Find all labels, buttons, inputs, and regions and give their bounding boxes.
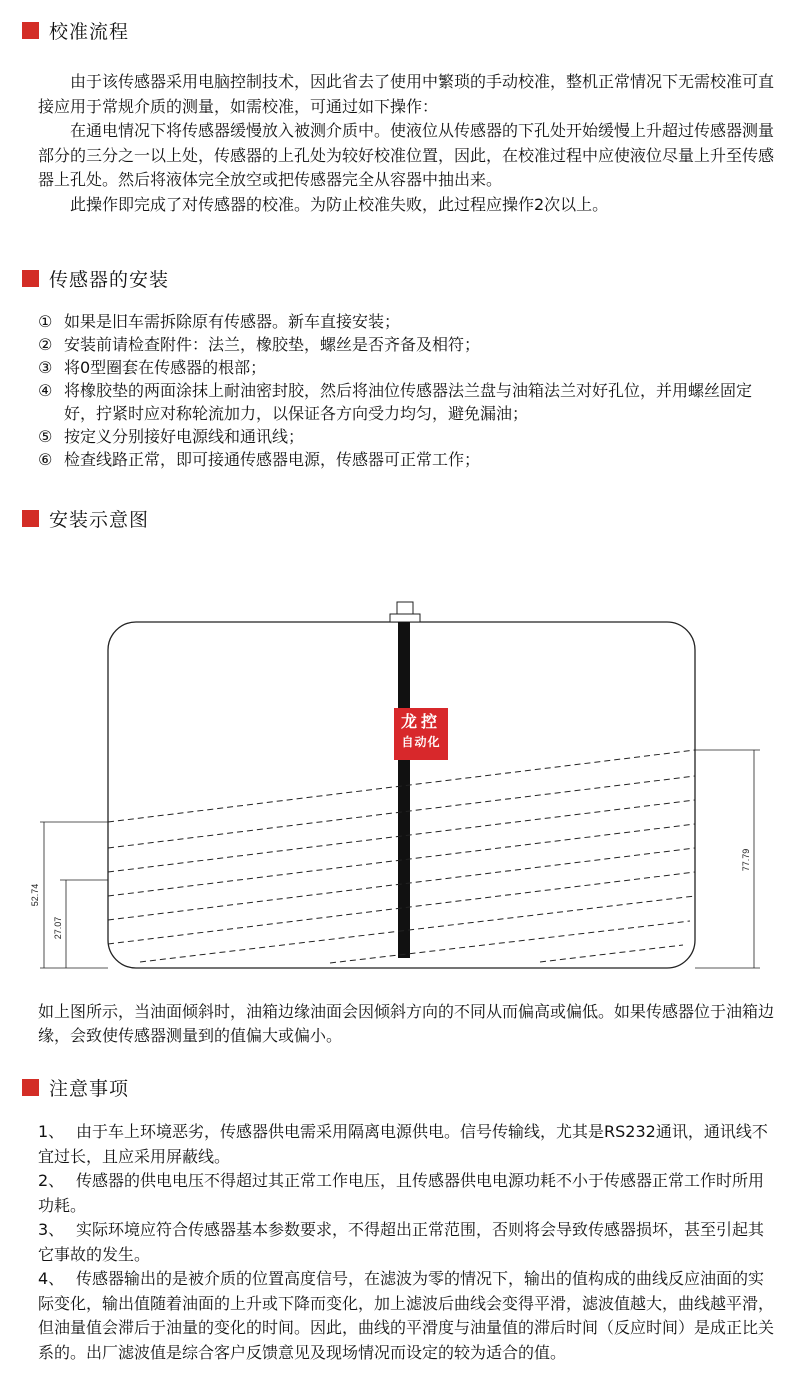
note-number: 1、	[38, 1122, 65, 1141]
section-title: 安装示意图	[49, 509, 150, 531]
logo-line-2: 自动化	[401, 735, 441, 749]
red-square-icon	[22, 270, 39, 287]
red-square-icon	[22, 510, 39, 527]
list-item	[38, 448, 778, 471]
dimension-label-left-inner: 27.07	[53, 916, 63, 940]
brand-watermark-logo	[394, 708, 448, 760]
section-title: 传感器的安装	[49, 269, 170, 291]
section-header-calibration	[22, 17, 129, 44]
list-item	[38, 310, 778, 333]
logo-line-1: 龙控	[400, 712, 441, 731]
step-text: 按定义分别接好电源线和通讯线；	[64, 427, 305, 446]
note-text: 实际环境应符合传感器基本参数要求，不得超出正常范围，否则将会导致传感器损坏，甚至引起其它事故的发生。	[38, 1220, 765, 1264]
note-number: 3、	[38, 1220, 65, 1239]
list-item	[38, 1169, 776, 1218]
section-header-installation	[22, 265, 169, 292]
red-square-icon	[22, 1079, 39, 1096]
note-number: 2、	[38, 1171, 65, 1190]
red-square-icon	[22, 22, 39, 39]
step-number: ①	[38, 312, 53, 331]
list-item	[38, 1267, 776, 1365]
step-number: ②	[38, 335, 53, 354]
step-text: 如果是旧车需拆除原有传感器。新车直接安装；	[64, 312, 401, 331]
step-text: 检查线路正常，即可接通传感器电源，传感器可正常工作；	[64, 450, 481, 469]
note-number: 4、	[38, 1269, 65, 1288]
note-text: 由于车上环境恶劣，传感器供电需采用隔离电源供电。信号传输线，尤其是RS232通讯，通讯线不宜过长，且应采用屏蔽线。	[38, 1122, 768, 1166]
section-header-diagram	[22, 505, 149, 532]
list-item	[38, 333, 778, 356]
step-text: 安装前请检查附件：法兰，橡胶垫，螺丝是否齐备及相符；	[64, 335, 481, 354]
paragraph: 由于该传感器采用电脑控制技术，因此省去了使用中繁琐的手动校准，整机正常情况下无需校准可直接应用于常规介质的测量，如需校准，可通过如下操作：	[38, 72, 775, 116]
installation-steps	[38, 310, 778, 471]
list-item	[38, 425, 778, 448]
list-item	[38, 1218, 776, 1267]
section-header-notes	[22, 1074, 129, 1101]
calibration-text	[38, 70, 778, 217]
hatch-line	[540, 945, 683, 962]
step-text: 将0型圈套在传感器的根部；	[64, 358, 267, 377]
paragraph: 在通电情况下将传感器缓慢放入被测介质中。使液位从传感器的下孔处开始缓慢上升超过传感器测量部分的三分之一以上处，传感器的上孔处为较好校准位置，因此，在校准过程中应使液位尽量上升至传感器上孔处。然后将液体完全放空或把传感器完全从容器中抽出来。	[38, 121, 775, 189]
dimension-label-left-outer: 52.74	[30, 883, 40, 907]
dimension-label-right: 77.79	[741, 848, 751, 872]
list-item	[38, 379, 778, 425]
paragraph: 此操作即完成了对传感器的校准。为防止校准失败，此过程应操作2次以上。	[70, 194, 609, 214]
section-title: 注意事项	[49, 1078, 130, 1100]
step-number: ⑤	[38, 427, 53, 446]
step-text: 将橡胶垫的两面涂抹上耐油密封胶，然后将油位传感器法兰盘与油箱法兰对好孔位，并用螺丝固定好，拧紧时应对称轮流加力，以保证各方向受力均匀，避免漏油；	[64, 381, 753, 423]
list-item	[38, 1120, 776, 1169]
sensor-head	[397, 602, 413, 614]
sensor-flange	[390, 614, 420, 622]
list-item	[38, 356, 778, 379]
hatch-line	[330, 921, 690, 963]
step-number: ③	[38, 358, 53, 377]
diagram-caption: 如上图所示，当油面倾斜时，油箱边缘油面会因倾斜方向的不同从而偏高或偏低。如果传感器位于油箱边缘，会致使传感器测量到的值偏大或偏小。	[38, 1002, 775, 1045]
step-number: ④	[38, 381, 53, 400]
installation-diagram	[0, 590, 790, 980]
note-text: 传感器的供电电压不得超过其正常工作电压，且传感器供电电源功耗不小于传感器正常工作时所用功耗。	[38, 1171, 765, 1215]
step-number: ⑥	[38, 450, 53, 469]
notes-list	[38, 1120, 776, 1365]
note-text: 传感器输出的是被介质的位置高度信号，在滤波为零的情况下，输出的值构成的曲线反应油面的实际变化，输出值随着油面的上升或下降而变化，加上滤波后曲线会变得平滑，滤波值越大，曲线越平滑，但油量值会滞后于油量的变化的时间。因此，曲线的平滑度与油量值的滞后时间（反应时间）是成正比关系的。出厂滤波值是综合客户反馈意见及现场情况而设定的较为适合的值。	[38, 1269, 775, 1362]
section-title: 校准流程	[49, 21, 130, 43]
